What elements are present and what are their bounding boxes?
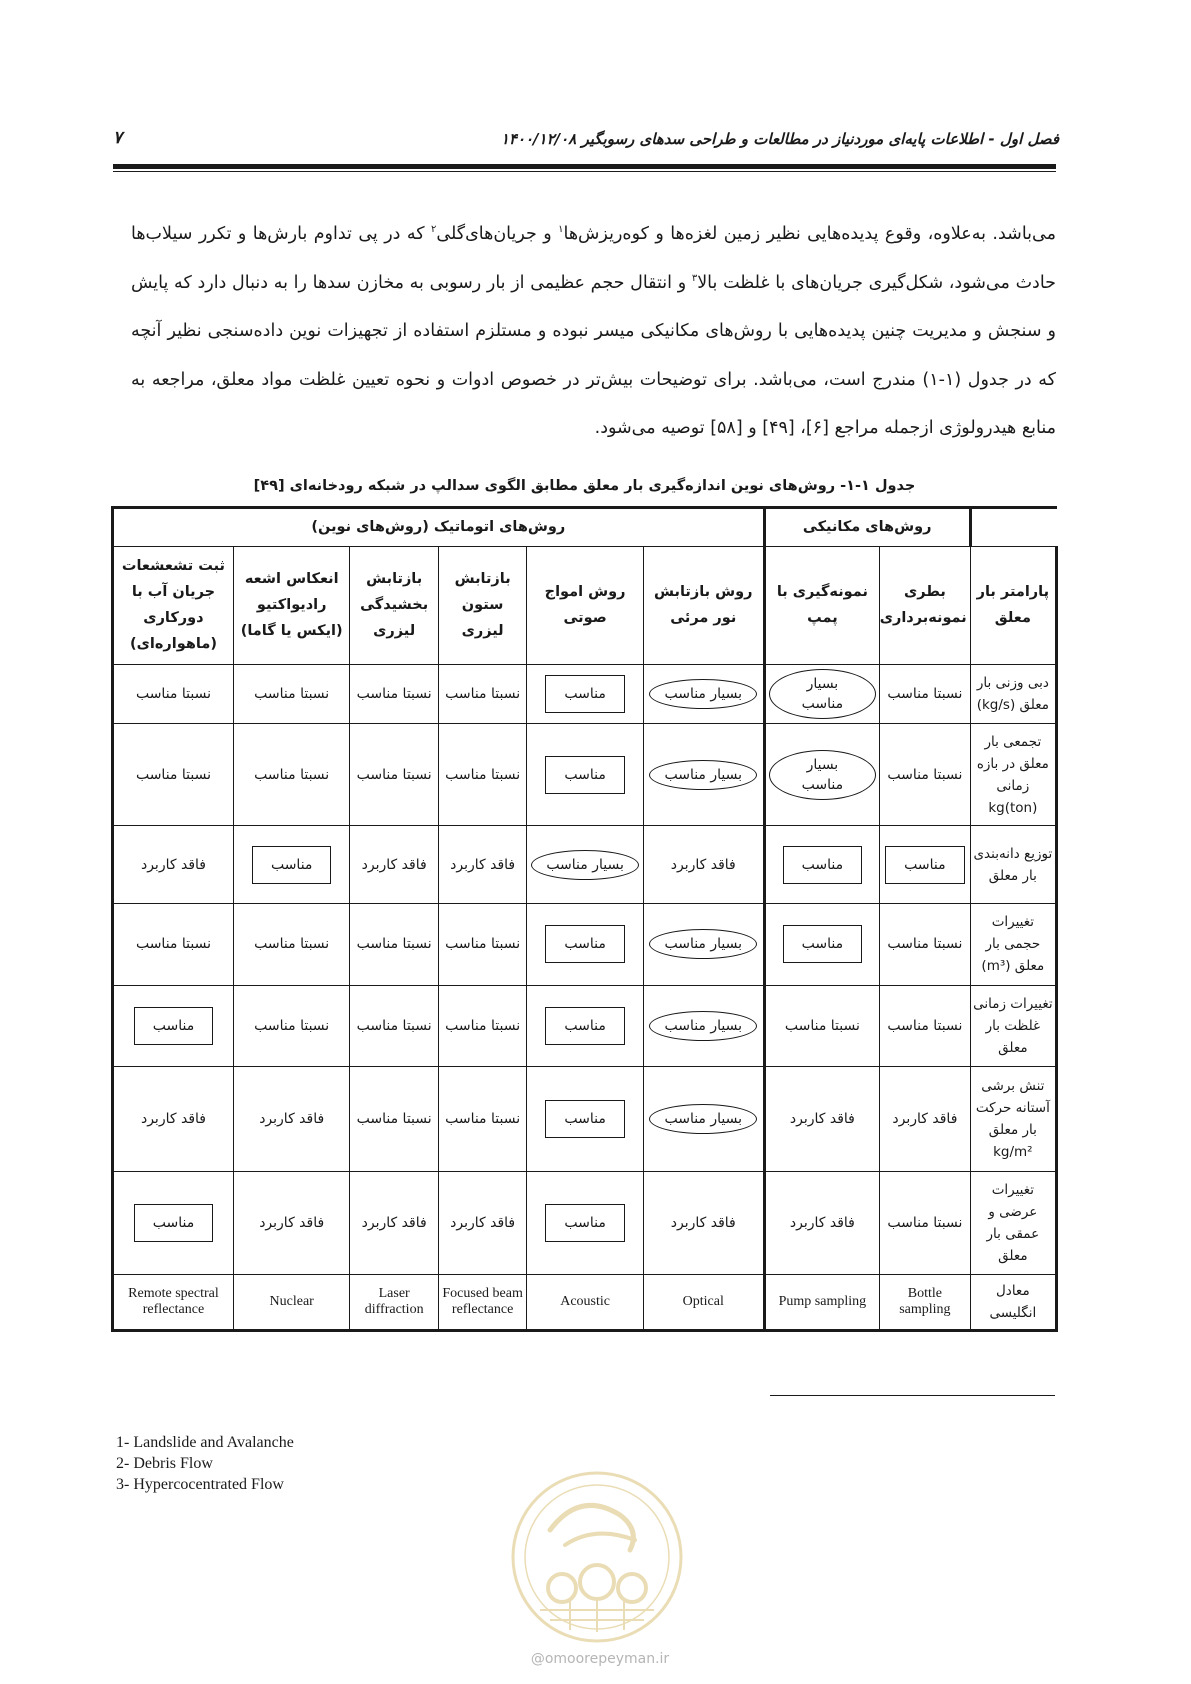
rating-text: نسبتا مناسب — [356, 686, 432, 703]
rating-cell — [438, 985, 526, 1067]
rating-cell — [438, 826, 526, 903]
table-row — [113, 826, 1057, 903]
rating-cell — [880, 826, 971, 903]
rating-cell — [438, 903, 526, 985]
row-parameter-cell: توزیع دانه‌بندی بار معلق — [970, 826, 1056, 903]
group-header-mechanical: روش‌های مکانیکی — [764, 508, 970, 547]
rating-text: نسبتا مناسب — [445, 766, 521, 783]
rating-cell — [527, 985, 644, 1067]
table-column-header-row — [113, 546, 1057, 664]
watermark-url: @omoorepeyman.ir — [530, 1651, 670, 1667]
column-header: روش بازتابش نور مرئی — [643, 546, 764, 664]
rating-text: نسبتا مناسب — [356, 1017, 432, 1034]
rating-cell — [880, 985, 971, 1067]
rating-cell — [764, 724, 879, 826]
rating-cell — [438, 724, 526, 826]
rating-cell — [880, 903, 971, 985]
english-term: Bottle sampling — [880, 1275, 971, 1331]
rating-text: نسبتا مناسب — [356, 936, 432, 953]
rating-oval-highlight: بسیار مناسب — [649, 760, 757, 790]
rating-cell — [233, 903, 350, 985]
rating-cell — [527, 1171, 644, 1274]
rating-text: نسبتا مناسب — [445, 1111, 521, 1128]
rating-box-highlight: مناسب — [545, 756, 624, 794]
rating-text: فاقد کاربرد — [450, 856, 516, 873]
rating-text: فاقد کاربرد — [140, 856, 206, 873]
rating-text: نسبتا مناسب — [887, 766, 963, 783]
english-term: Focused beam reflectance — [438, 1275, 526, 1331]
rating-cell — [527, 826, 644, 903]
rating-cell — [643, 724, 764, 826]
rating-cell — [233, 985, 350, 1067]
rating-cell — [764, 1171, 879, 1274]
rating-cell — [880, 1171, 971, 1274]
rating-oval-highlight: بسیار مناسب — [649, 929, 757, 959]
english-term: Remote spectral reflectance — [113, 1275, 234, 1331]
rating-text: فاقد کاربرد — [892, 1111, 958, 1128]
table-row — [113, 903, 1057, 985]
rating-cell — [233, 1067, 350, 1171]
rating-cell — [764, 826, 879, 903]
table-body — [113, 665, 1057, 1275]
rating-text: نسبتا مناسب — [254, 936, 330, 953]
rating-text: نسبتا مناسب — [445, 686, 521, 703]
row-parameter-cell: تغییرات عرضی و عمقی بار معلق — [970, 1171, 1056, 1274]
footnote-item: 3- Hypercocentrated Flow — [116, 1476, 284, 1493]
table-caption: جدول ۱-۱- روش‌های نوین اندازه‌گیری بار معلق مطابق الگوی سدالپ در شبکه رودخانه‌ای [۴۹] — [253, 478, 916, 494]
rating-cell — [643, 1171, 764, 1274]
rating-cell — [350, 826, 438, 903]
rating-text: نسبتا مناسب — [135, 766, 211, 783]
rating-cell — [113, 724, 234, 826]
table-row — [113, 1067, 1057, 1171]
rating-oval-highlight: بسیار مناسب — [769, 669, 876, 719]
group-header-automatic: روش‌های اتوماتیک (روش‌های نوین) — [113, 508, 765, 547]
rating-cell — [643, 903, 764, 985]
rating-cell — [233, 826, 350, 903]
rating-box-highlight: مناسب — [252, 846, 331, 884]
rating-box-highlight: مناسب — [134, 1007, 213, 1045]
rating-cell — [527, 665, 644, 724]
footnotes — [116, 1432, 294, 1495]
row-parameter-cell: تغییرات زمانی غلظت بار معلق — [970, 985, 1056, 1067]
table-row — [113, 1171, 1057, 1274]
english-term: Pump sampling — [764, 1275, 879, 1331]
rating-text: نسبتا مناسب — [887, 1214, 963, 1231]
rating-cell — [233, 665, 350, 724]
footnote-item: 1- Landslide and Avalanche — [116, 1434, 294, 1451]
rating-cell — [350, 1171, 438, 1274]
rating-box-highlight: مناسب — [783, 846, 862, 884]
rating-cell — [643, 1067, 764, 1171]
rating-text: نسبتا مناسب — [135, 686, 211, 703]
rating-cell — [350, 665, 438, 724]
rating-text: فاقد کاربرد — [140, 1111, 206, 1128]
column-header-parameter: پارامتر بار معلق — [970, 546, 1056, 664]
rating-oval-highlight: بسیار مناسب — [649, 679, 757, 709]
footnote-ref-3[interactable]: ۳ — [691, 272, 698, 284]
row-parameter-cell: تنش برشی آستانه حرکت بار معلق kg/m² — [970, 1067, 1056, 1171]
english-term: Nuclear — [233, 1275, 350, 1331]
page-number: ۷ — [113, 128, 123, 148]
rating-cell — [233, 1171, 350, 1274]
rating-text: نسبتا مناسب — [254, 686, 330, 703]
rating-text: نسبتا مناسب — [445, 1017, 521, 1034]
table-corner-cell — [970, 508, 1056, 547]
rating-box-highlight: مناسب — [783, 925, 862, 963]
rating-oval-highlight: بسیار مناسب — [649, 1104, 757, 1134]
column-header: بازتابش ستون لیزری — [438, 546, 526, 664]
footnote-ref-1[interactable]: ۱ — [558, 224, 564, 236]
rating-cell — [643, 985, 764, 1067]
omoorepeyman-logo-watermark — [510, 1470, 684, 1644]
column-header: بازتابش بخشیدگی لیزری — [350, 546, 438, 664]
rating-cell — [764, 1067, 879, 1171]
rating-box-highlight: مناسب — [545, 1100, 624, 1138]
rating-text: فاقد کاربرد — [259, 1214, 325, 1231]
rating-cell — [643, 826, 764, 903]
rating-cell — [880, 1067, 971, 1171]
rating-text: فاقد کاربرد — [789, 1214, 855, 1231]
rating-cell — [113, 1171, 234, 1274]
english-term: Acoustic — [527, 1275, 644, 1331]
rating-text: نسبتا مناسب — [445, 936, 521, 953]
rating-oval-highlight: بسیار مناسب — [531, 850, 639, 880]
table-row — [113, 985, 1057, 1067]
rating-cell — [113, 826, 234, 903]
rating-text: فاقد کاربرد — [361, 1214, 427, 1231]
column-header: ثبت تشعشعات جریان آب با دورکاری (ماهواره‌ای) — [113, 546, 234, 664]
rating-cell — [438, 665, 526, 724]
rating-text: نسبتا مناسب — [887, 686, 963, 703]
rating-text: نسبتا مناسب — [784, 1017, 860, 1034]
table-row — [113, 665, 1057, 724]
rating-cell — [527, 1067, 644, 1171]
footnote-separator — [770, 1395, 1055, 1396]
column-header: روش امواج صوتی — [527, 546, 644, 664]
english-row-label: معادل انگلیسی — [970, 1275, 1056, 1331]
rating-cell — [113, 985, 234, 1067]
rating-cell — [438, 1067, 526, 1171]
rating-box-highlight: مناسب — [885, 846, 964, 884]
row-parameter-cell: تجمعی بار معلق در بازه زمانی kg(ton) — [970, 724, 1056, 826]
rating-text: نسبتا مناسب — [356, 766, 432, 783]
footnote-ref-2[interactable]: ۲ — [430, 224, 437, 236]
rating-oval-highlight: بسیار مناسب — [769, 750, 876, 800]
rating-text: نسبتا مناسب — [135, 936, 211, 953]
english-equivalent-row — [113, 1275, 1057, 1331]
footnote-item: 2- Debris Flow — [116, 1455, 213, 1472]
column-header: نمونه‌گیری با پمپ — [764, 546, 879, 664]
rating-text: نسبتا مناسب — [887, 936, 963, 953]
row-parameter-cell: دبی وزنی بار معلق (kg/s) — [970, 665, 1056, 724]
rating-box-highlight: مناسب — [545, 925, 624, 963]
rating-cell — [764, 985, 879, 1067]
rating-text: نسبتا مناسب — [887, 1017, 963, 1034]
rating-cell — [113, 903, 234, 985]
rating-box-highlight: مناسب — [545, 1007, 624, 1045]
rating-cell — [350, 724, 438, 826]
body-paragraph: می‌باشد. به‌علاوه، وقوع پدیده‌هایی نظیر زمین لغزه‌ها و کوه‌ریزش‌ها$^۱$ و جریان‌های‌گلی$^۲$ که در پی تداوم بارش‌ها و تکرر سیلاب‌ها حادث می‌شود، شکل‌گیری جریان‌های با غلظت بالا$^۳$ و انتقال حجم عظیمی از بار رسوبی به مخازن سدها را به دنبال دارد که پایش و سنجش و مدیریت چنین پدیده‌هایی با روش‌های مکانیکی میسر نبوده و مستلزم استفاده از تجهیزات نوین داده‌سنجی نظیر آنچه که در جدول (۱-۱) مندرج است، می‌باشد. برای توضیحات بیش‌تر در خصوص ادوات و نحوه تعیین غلظت مواد معلق، مراجعه به منابع هیدرولوژی ازجمله مراجع [۶]، [۴۹] و [۵۸] توصیه می‌شود. — [131, 224, 1056, 438]
english-term: Optical — [643, 1275, 764, 1331]
rating-cell — [350, 1067, 438, 1171]
rating-cell — [880, 724, 971, 826]
rating-cell — [233, 724, 350, 826]
rating-cell — [880, 665, 971, 724]
rating-cell — [764, 665, 879, 724]
rating-cell — [527, 903, 644, 985]
column-header: انعکاس اشعه رادیواکتیو (ایکس یا گاما) — [233, 546, 350, 664]
column-header: بطری نمونه‌برداری — [880, 546, 971, 664]
rating-cell — [113, 665, 234, 724]
rating-cell — [438, 1171, 526, 1274]
rating-cell — [643, 665, 764, 724]
rating-text: نسبتا مناسب — [356, 1111, 432, 1128]
rating-cell — [764, 903, 879, 985]
table-group-header-row — [113, 508, 1057, 547]
suspended-load-methods-table — [111, 506, 1058, 1332]
rating-box-highlight: مناسب — [545, 675, 624, 713]
rating-cell — [113, 1067, 234, 1171]
header-rule — [113, 164, 1056, 169]
rating-oval-highlight: بسیار مناسب — [649, 1011, 757, 1041]
rating-box-highlight: مناسب — [545, 1204, 624, 1242]
rating-text: فاقد کاربرد — [361, 856, 427, 873]
rating-cell — [350, 985, 438, 1067]
table-row — [113, 724, 1057, 826]
header-rule-thin — [113, 171, 1056, 172]
row-parameter-cell: تغییرات حجمی بار معلق (m³) — [970, 903, 1056, 985]
rating-box-highlight: مناسب — [134, 1204, 213, 1242]
running-header-title: فصل اول - اطلاعات پایه‌ای موردنیاز در مطالعات و طراحی سدهای رسوبگیر ۱۴۰۰/۱۲/۰۸ — [500, 130, 1059, 148]
rating-cell — [527, 724, 644, 826]
rating-cell — [350, 903, 438, 985]
rating-text: نسبتا مناسب — [254, 1017, 330, 1034]
rating-text: فاقد کاربرد — [789, 1111, 855, 1128]
rating-text: فاقد کاربرد — [670, 856, 736, 873]
rating-text: فاقد کاربرد — [670, 1214, 736, 1231]
rating-text: نسبتا مناسب — [254, 766, 330, 783]
rating-text: فاقد کاربرد — [259, 1111, 325, 1128]
rating-text: فاقد کاربرد — [450, 1214, 516, 1231]
english-term: Laser diffraction — [350, 1275, 438, 1331]
